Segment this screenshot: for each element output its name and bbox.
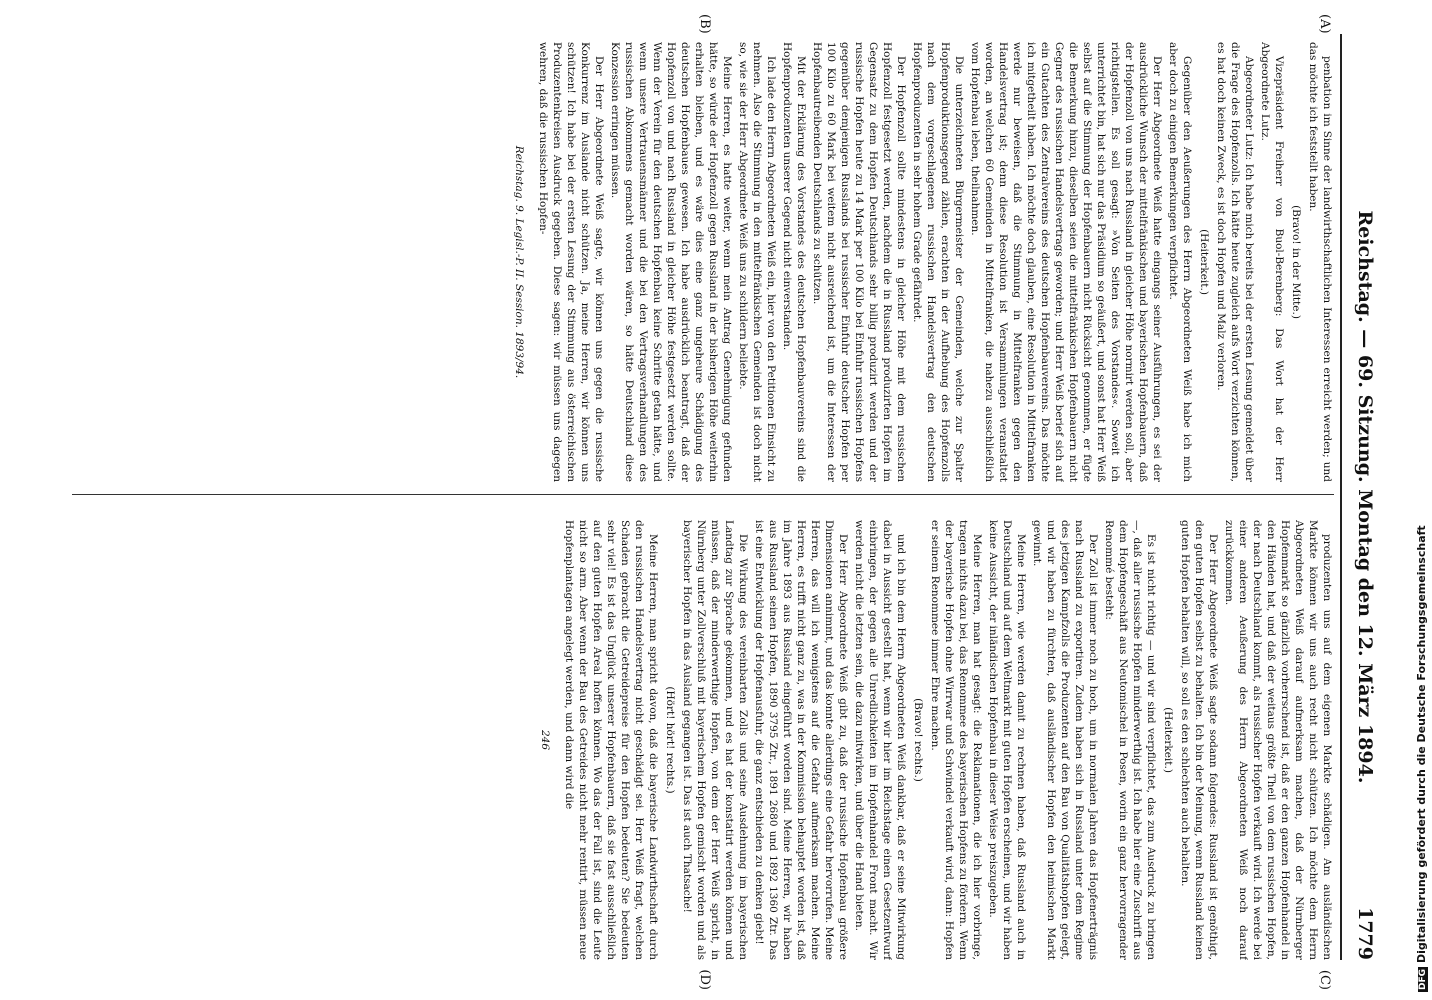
paragraph: Meine Herren, man hat gesagt: die Reklamationen, die ich hier vorbringe, tragen nichts dazu bei, das Renommee des bayerischen Hopfens zu fördern. Wenn der bayerische Hopfen ohne Wirrwar und Schwindel verkauft wird, dann: Hopfen er seinem Renommee immer Ehre machen. bbox=[929, 520, 983, 960]
margin-marker-c: (C) bbox=[1317, 969, 1332, 990]
paragraph: Meine Herren, es hatte weiter, wenn mein Antrag Genehmigung gefunden hätte, so würde der Hopfenzoll gegen Russland in der bisherigen Höhe weiterhin erhalten bleiben, und es wäre dies eine ganz ungeheure Schädigung des deutschen Hopfenbaues gewesen. Ich habe ausdrücklich beantragt, daß der Hopfenzoll von und nach Russland in gleicher Höhe festgesetzt werden sollte. Wenn der Verein für den deutschen Hopfenbau keine Schritte getan hätte, und wenn unsere Vertrauensmänner und die bei den Vertragsverhandlungen des russischen Abkommens gemacht worden wären, so hätte Deutschland diese Konzession erringen müssen. bbox=[609, 42, 733, 482]
paragraph: Der Hopfenzoll sollte mindestens in gleicher Höhe mit dem russischen Hopfenzoll festgesetzt werden, nachdem die in Russland produzirten Hopfen im Gegensatz zu dem Hopfen Deutschlands sehr billig produzirt werden und der russische Hopfen heute zu 14 Mark per 100 Kilo bei Einfuhr russischen Hopfens gegenüber demjenigen Russlands bei russischer Einfuhr deutscher Hopfen per 100 Kilo zu 60 Mark bei weitem nicht ausreichend ist, um die Interessen der Hopfenbautreibenden Deutschlands zu schützen. bbox=[811, 42, 907, 482]
paragraph: Gegenüber den Aeußerungen des Herrn Abgeordneten Weiß habe ich mich aber doch zu einigen Bemerkungen verpflichtet. bbox=[1167, 42, 1193, 482]
margin-marker-a: (A) bbox=[1317, 14, 1332, 34]
paragraph: Ich lade den Herrn Abgeordneten Weiß ein, hier von den Petitionen Einsicht zu nehmen. Also die Stimmung in den mittelfränkischen Gemeinden ist doch nicht so, wie sie der Herr Abgeordnete Weiß uns zu schildern beliebte. bbox=[737, 42, 777, 482]
paragraph: Vizepräsident Freiherr von Buol-Berenberg: Das Wort hat der Herr Abgeordnete Lutz. bbox=[1259, 42, 1285, 482]
column-footer: 246 bbox=[539, 729, 551, 751]
dfg-credit-bar bbox=[1408, 0, 1432, 1000]
paragraph: Der Herr Abgeordnete Weiß sagte, wir können uns gegen die russische Konkurrenz im Auslande nicht schützen. Ja, meine Herren, wir können uns schützen! Ich habe bei der ersten Lesung der Stimmung aus österreichischen Produzentenkreisen Ausdruck gegeben. Diese sagen: wir müssen uns dagegen wehren, daß die russischen Hopfen- bbox=[537, 42, 605, 482]
dfg-logo: DFG bbox=[1418, 968, 1428, 990]
interjection: (Bravo! rechts.) bbox=[912, 698, 924, 782]
paragraph: Der Herr Abgeordnete Weiß sagte sodann folgendes: Russland ist genöthigt, den guten Hopfen selbst zu behalten. Ich bin der Meinung, wenn Russland keinen guten Hopfen behalten will, so soll es den schlechten auch behalten. bbox=[1179, 520, 1219, 960]
paragraph: Die Wirkung des vereinbarten Zolls und seine Ausdehnung im bayerischen Landtag zur Sprache gekommen, und es hat der konstatirt werden können und müssen, daß der minderwerthige Hopfen, von dem der Herr Weiß spricht, in Nürnberg unter Zollverschluß mit bayerischem Hopfen gemischt worden und als bayerischer Hopfen in das Ausland gegangen ist. Das ist auch Thatsache! bbox=[681, 520, 749, 960]
paragraph: Der Herr Abgeordnete Weiß hatte eingangs seiner Ausführungen, es sei der ausdrückliche Wunsch der mittelfränkischen und bayerischen Hopfenbauern, daß der Hopfenzoll von uns nach Russland in gleicher Höhe normirt werden soll, aber richtigstellen. Es soll gesagt: »Von Seiten des Vorstandes«. Soweit ich unterrichtet bin, hat sich nur das Präsidium so geäußert, und sonst hat Herr Weiß selbst auf die Stimmung der Hopfenbauern nicht Rücksicht genommen, er fügte die Bemerkung hinzu, dieselben seien die mittelfränkischen Hopfenbauern nicht Gegner des russischen Handelsvertrags geworden; und Herr Weiß berief sich auf ein Gutachten des Zentralvereins des deutschen Hopfenbauvereins. Das möchte ich mitgetheilt haben. Ich möchte doch glauben, eine Resolution in Mittelfranken werde nur beweisen, daß die Stimmung in Mittelfranken gegen den Handelsvertrag ist; denn diese Resolution ist Versammlungen veranstaltet worden, an welchen 60 Gemeinden in Mittelfranken, die nahezu ausschließlich vom Hopfenbau leben, theilnahmen. bbox=[969, 42, 1163, 482]
interjection: (Heiterkeit.) bbox=[1198, 229, 1210, 295]
left-column bbox=[72, 42, 1334, 482]
header-rule bbox=[1340, 34, 1342, 960]
dfg-credit bbox=[1415, 525, 1428, 992]
paragraph: Die unterzeichneten Bürgermeister der Gemeinden, welche zur Spalter Hopfenproduktionsgegend zählen, erachten in der Aufhebung des Hopfenzolls nach dem vorgeschlagenen russischen Handelsvertrag den deutschen Hopfenproduzenten in sehr hohem Grade gefährdet. bbox=[911, 42, 965, 482]
paragraph: und ich bin dem Herrn Abgeordneten Weiß dankbar, daß er seine Mitwirkung dabei in Aussicht gestellt hat, wenn wir hier im Reichstage einen Gesetzentwurf einbringen, der gegen alle Unredlichkeiten im Hopfenhandel Front macht. Wir werden nicht die letzten sein, die dazu mitwirken, und über die Hand bieten. bbox=[853, 520, 907, 960]
paragraph: produzenten uns auf dem eigenen Markte schädigen. Am ausländischen Markte können wir uns auch recht nicht schützen. Ich möchte dem Herrn Abgeordneten Weiß darauf aufmerksam machen, daß der Nürnberger Hopfenmarkt so gänzlich vorherrschend ist, daß er den ganzen Hopfenhandel in den Händen hat, und daß der weitaus größte Theil von dem russischen Hopfen, der nach Deutschland kommt, als russischer Hopfen verkauft wird. Ich werde bei einer anderen Aeußerung des Herrn Abgeordneten Weiß noch darauf zurückkommen. bbox=[1223, 520, 1333, 960]
column-footer: Reichstag. 9. Legisl.-P. II. Session. 1893/94. bbox=[513, 145, 525, 379]
page-number: 1779 bbox=[1354, 907, 1376, 960]
paragraph: Es ist nicht richtig — und wir sind verpflichtet, das zum Ausdruck zu bringen —, daß aller russische Hopfen minderwerthig ist. Ich habe hier eine Zuschrift aus dem Hopfengeschäft aus Neutomischel in Posen, worin ein ganz hervorragender Renommé besteht: bbox=[1103, 520, 1157, 960]
running-title: Reichstag. — 69. Sitzung. Montag den 12. März 1894. bbox=[1354, 210, 1376, 784]
paragraph: Der Herr Abgeordnete Weiß gibt zu, daß der russische Hopfenbau größere Dimensionen annimmt, und das konnte allerdings eine Gefahr hervorrufen. Meine Herren, das will ich wenigstens auf die Gefahr aufmerksam machen. Meine Herren, es trifft nicht ganz zu, was in der Kommission behauptet worden ist, daß im Jahre 1893 aus Russland eingeführt worden sind. Meine Herren, wir haben aus Russland seinen Hopfen, 1890 3795 Ztr., 1891 2680 und 1892 1360 Ztr. Das ist eine Entwicklung der Hopfenausfuhr, die ganz entschieden zu denken giebt! bbox=[753, 520, 849, 960]
paragraph: Der Zoll ist immer noch zu hoch, um in normalen Jahren das Hopfenerträgnis nach Russland zu exportiren. Zudem haben sich in Russland unter dem Regime des jetzigen Kampfzolls die Produzenten auf den Bau von Qualitätshopfen gelegt, und wir haben zu fürchten, daß ausländischer Hopfen den heimischen Markt gewinnt. bbox=[1031, 520, 1099, 960]
interjection: (Bravo! in der Mitte.) bbox=[1290, 205, 1302, 319]
interjection: (Heiterkeit.) bbox=[1162, 707, 1174, 773]
paragraph: penbation im Sinne der landwirthschaftlichen Interessen erreicht werden; und das möchte ich feststellt haben. bbox=[1307, 42, 1333, 482]
dfg-credit-text: Digitalisierung gefördert durch die Deutsche Forschungsgemeinschaft bbox=[1415, 525, 1428, 963]
running-header bbox=[1342, 34, 1376, 960]
paragraph: Meine Herren, wie werden damit zu rechnen haben, daß Russland auch in Deutschland und auf dem Weltmarkt mit guten Hopfen erscheinen, und wir haben keine Aussicht, der inländischen Hopfenbau in dieser Weise preiszugeben. bbox=[987, 520, 1027, 960]
margin-marker-d: (D) bbox=[697, 969, 712, 990]
right-column bbox=[72, 520, 1334, 960]
paragraph: Abgeordneter Lutz: Ich habe mich bereits bei der ersten Lesung gemeldet über die Frage des Hopfenzolls. Ich hätte heute zugleich aufs Wort verzichten können, es hat doch keinen Zweck, es ist doch Hopfen und Malz verloren. bbox=[1215, 42, 1255, 482]
paragraph: Meine Herren, man spricht davon, daß die bayerische Landwirthschaft durch den russischen Handelsvertrag nicht geschädigt sei. Herr Weiß fragt, welchen Schaden gebracht die Getreidepreise für den Hopfen bedeuten? Sie bedeuten sehr viel! Es ist das Unglück unserer Hopfenbauern, daß sie fast ausschließlich auf den guten Hopfen Areal hoffen können. Wo das der Fall ist, sind die Leute nicht so arm. Aber wenn der Bau des Getreides nicht mehr rentirt, müssen neue Hopfenplantagen angelegt werden, und dann wird die bbox=[563, 520, 659, 960]
column-divider bbox=[72, 494, 1334, 495]
margin-marker-b: (B) bbox=[697, 14, 712, 34]
paragraph: Mit der Erklärung des Vorstandes des deutschen Hopfenbauvereins sind die Hopfenproduzenten unserer Gegend nicht einverstanden. bbox=[781, 42, 807, 482]
interjection: (Hört! hört! rechts.) bbox=[664, 686, 676, 794]
